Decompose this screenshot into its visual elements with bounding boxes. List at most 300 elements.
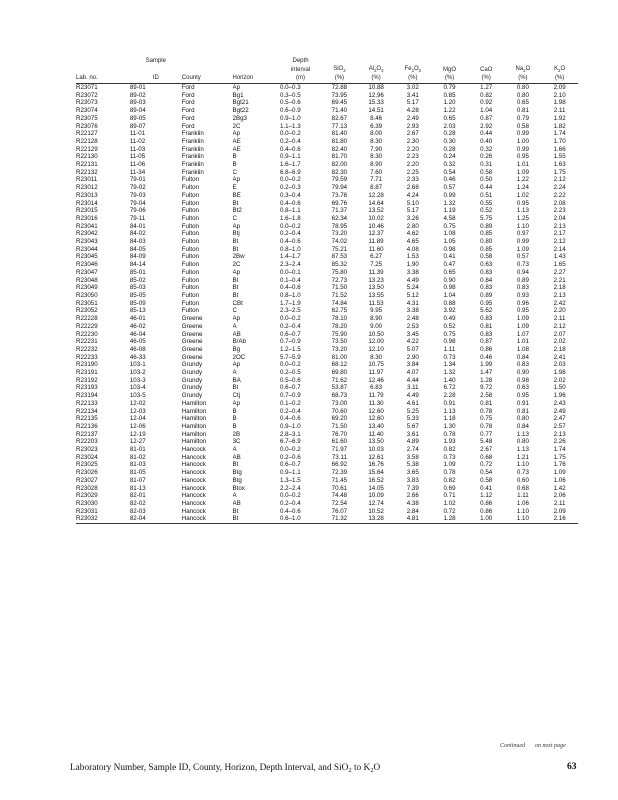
al2o3-cell: 12.61: [368, 453, 384, 461]
na2o-cell: 1.13: [516, 446, 529, 454]
horizon-cell: Ap: [232, 315, 241, 323]
fe2o3-cell: 2.33: [406, 176, 419, 184]
fe2o3-cell: 3.84: [406, 361, 419, 369]
cao-cell: 0.89: [480, 222, 493, 230]
table-row: [76, 346, 578, 354]
county-cell: Grundy: [181, 376, 203, 384]
horizon-cell: 2C: [232, 122, 241, 130]
table-row: [76, 115, 578, 123]
horizon-cell: B/Ab: [232, 338, 246, 346]
k2o-cell: 2.17: [553, 230, 566, 238]
county-cell: Greene: [181, 322, 203, 330]
fe2o3-cell: 3.83: [406, 476, 419, 484]
na2o-cell: 0.80: [516, 91, 529, 99]
sample-id-cell: 12-06: [129, 422, 146, 430]
k2o-cell: 2.42: [553, 299, 566, 307]
sio2-cell: 81.40: [331, 130, 348, 138]
horizon-cell: CBt: [232, 299, 243, 307]
cao-cell: 0.81: [480, 399, 493, 407]
na2o-cell: 1.00: [516, 137, 529, 145]
sample-id-cell: 12-03: [129, 407, 146, 415]
sio2-cell: 71.50: [331, 422, 348, 430]
al2o3-cell: 12.46: [368, 376, 384, 384]
table-row: [76, 477, 578, 485]
sio2-cell: 75.90: [331, 330, 348, 338]
na2o-cell: 0.81: [516, 107, 529, 115]
sio2-cell: 77.13: [331, 122, 348, 130]
sample-id-cell: 85-09: [129, 299, 146, 307]
fe2o3-cell: 5.38: [406, 461, 419, 469]
lab-no-cell: R23013: [76, 191, 98, 199]
depth-cell: 5.7–5.9: [280, 353, 301, 361]
sio2-cell: 82.67: [331, 114, 348, 122]
lab-no-cell: R22132: [76, 168, 98, 176]
cao-cell: 1.47: [480, 369, 493, 377]
na2o-cell: 1.10: [516, 507, 529, 515]
depth-cell: 0.5–0.6: [280, 99, 301, 107]
mgo-cell: 1.32: [443, 369, 456, 377]
table-row: [76, 130, 578, 138]
lab-no-cell: R23073: [76, 99, 98, 107]
depth-cell: 6.8–6.9: [280, 168, 301, 176]
fe2o3-cell: 5.17: [406, 207, 419, 215]
sample-id-cell: 11-01: [129, 130, 146, 138]
horizon-cell: AB: [232, 330, 241, 338]
mgo-cell: 0.91: [443, 399, 456, 407]
k2o-cell: 2.18: [553, 345, 566, 353]
sample-id-cell: 46-05: [129, 338, 146, 346]
table-row: [76, 200, 578, 208]
sio2-cell: 87.53: [331, 253, 348, 261]
cao-cell: 5.75: [480, 214, 493, 222]
county-cell: Fulton: [181, 245, 199, 253]
lab-no-cell: R23044: [76, 245, 98, 253]
sio2-cell: 72.73: [331, 276, 348, 284]
al2o3-cell: 12.28: [368, 191, 384, 199]
lab-no-cell: R23050: [76, 291, 98, 299]
mgo-cell: 1.34: [443, 361, 456, 369]
lab-no-cell: R23071: [76, 84, 98, 91]
lab-no-cell: R23075: [76, 114, 98, 122]
lab-no-cell: R23027: [76, 476, 98, 484]
k2o-cell: 2.07: [553, 330, 566, 338]
lab-no-cell: R22230: [76, 330, 98, 338]
mgo-cell: 0.75: [443, 222, 456, 230]
al2o3-cell: 11.39: [368, 268, 384, 276]
fe2o3-cell: 5.33: [406, 415, 419, 423]
county-cell: Ford: [181, 107, 195, 115]
sio2-cell: 79.59: [331, 176, 348, 184]
county-cell: Hamilton: [181, 407, 207, 415]
al2o3-cell: 10.09: [368, 492, 384, 500]
sio2-cell: 75.21: [331, 245, 348, 253]
cao-cell: 0.83: [480, 330, 493, 338]
table-row: [76, 454, 578, 462]
sio2-cell: 78.20: [331, 322, 348, 330]
k2o-cell: 1.65: [553, 261, 566, 269]
al2o3-cell: 13.52: [368, 207, 384, 215]
county-cell: Hancock: [182, 515, 233, 523]
sio2-cell: 71.40: [331, 107, 348, 115]
cao-cell: 0.84: [480, 276, 493, 284]
sample-id-cell: 79-11: [129, 214, 146, 222]
mgo-cell: 0.72: [443, 507, 456, 515]
fe2o3-cell: 2.67: [406, 130, 419, 138]
mgo-cell: 1.05: [443, 238, 456, 246]
na2o-cell: 0.83: [516, 284, 529, 292]
lab-no-cell: R23048: [76, 276, 98, 284]
sample-id-cell: 85-02: [129, 276, 146, 284]
soil-chemistry-table: [76, 58, 578, 524]
cao-cell: 0.86: [480, 345, 493, 353]
cao-cell: 2.58: [480, 392, 493, 400]
sample-id-cell: 89-03: [129, 99, 146, 107]
depth-cell: 0.2–0.3: [280, 184, 301, 192]
mgo-cell: 1.02: [443, 499, 456, 507]
table-row: [76, 99, 578, 107]
depth-cell: 0.0–0.2: [280, 446, 301, 454]
k2o-cell: 2.04: [553, 214, 566, 222]
lab-no-cell: R23031: [76, 507, 98, 515]
mgo-cell: 1.93: [443, 438, 456, 446]
sample-id-cell: 79-06: [129, 207, 146, 215]
header-row-mid: [76, 66, 578, 75]
fe2o3-cell: 2.80: [406, 222, 419, 230]
sio2-cell: 73.11: [331, 453, 347, 461]
horizon-cell: 2Bw: [232, 253, 245, 261]
cao-cell: 0.95: [480, 299, 493, 307]
al2o3-cell: 13.28: [358, 515, 395, 523]
fe2o3-cell: 2.93: [406, 122, 419, 130]
depth-cell: 0.4–0.6: [280, 284, 301, 292]
al2o3-cell: 11.53: [368, 299, 384, 307]
na2o-cell: 1.09: [516, 315, 529, 323]
county-cell: Hancock: [181, 469, 206, 477]
depth-cell: 0.4–0.6: [280, 145, 301, 153]
sio2-cell: 71.62: [331, 376, 348, 384]
al2o3-cell: 7.60: [370, 168, 383, 176]
mgo-cell: 0.82: [443, 446, 456, 454]
cao-cell: 0.58: [480, 476, 493, 484]
cao-cell: 9.72: [480, 384, 493, 392]
mgo-cell: 0.78: [443, 469, 456, 477]
k2o-cell: 1.75: [553, 168, 566, 176]
table-row: [76, 84, 578, 92]
county-cell: Hamilton: [181, 415, 207, 423]
al2o3-cell: 11.97: [368, 369, 384, 377]
lab-no-cell: R23191: [76, 369, 98, 377]
table-row: [76, 92, 578, 100]
lab-no-cell: R22128: [76, 137, 98, 145]
na2o-cell: 0.84: [516, 353, 529, 361]
lab-no-cell: R23023: [76, 446, 98, 454]
table-body: [76, 84, 578, 524]
lab-no-cell: R23192: [76, 376, 98, 384]
mgo-cell: 0.88: [443, 299, 456, 307]
depth-cell: 0.0–0.3: [280, 84, 301, 91]
na2o-cell: 1.22: [516, 176, 529, 184]
cao-cell: 0.83: [480, 268, 493, 276]
horizon-cell: A: [232, 446, 237, 454]
county-cell: Fulton: [181, 199, 199, 207]
k2o-cell: 2.14: [553, 245, 566, 253]
k2o-cell: 2.20: [553, 307, 566, 315]
county-cell: Ford: [181, 114, 195, 122]
depth-cell: 0.9–1.1: [280, 469, 301, 477]
k2o-cell: 2.11: [553, 107, 566, 115]
sample-id-cell: 82-04: [128, 515, 182, 523]
na2o-cell: 0.73: [516, 261, 529, 269]
sample-id-cell: 81-03: [129, 461, 146, 469]
cao-cell: 5.62: [480, 307, 493, 315]
mgo-cell: 2.28: [443, 392, 456, 400]
horizon-cell: Bt: [232, 245, 239, 253]
cao-cell: 1.27: [480, 84, 493, 91]
table-row: [76, 431, 578, 439]
na2o-cell: 1.10: [516, 461, 529, 469]
depth-cell: 1.3–1.5: [280, 476, 301, 484]
na2o-cell: 0.90: [516, 369, 529, 377]
fe2o3-cell: 1.90: [406, 261, 419, 269]
al2o3-cell: 10.03: [368, 446, 384, 454]
na2o-cell: 0.99: [516, 130, 529, 138]
mgo-cell: 0.98: [443, 284, 456, 292]
table-row: [76, 277, 578, 285]
mgo-cell: 0.52: [443, 322, 456, 330]
horizon-cell: B: [232, 415, 237, 423]
na2o-cell: 0.97: [516, 230, 529, 238]
al2o3-cell: 13.50: [368, 438, 384, 446]
horizon-cell: Bt: [233, 515, 281, 523]
k2o-cell: 2.11: [553, 499, 566, 507]
na2o-cell: 0.95: [516, 392, 529, 400]
lab-no-cell: R22233: [76, 353, 98, 361]
sio2-cell: 71.32: [321, 515, 358, 523]
sample-id-cell: 46-08: [129, 345, 146, 353]
header-unit: (%): [541, 75, 578, 84]
county-cell: Ford: [181, 99, 195, 107]
al2o3-cell: 14.51: [368, 107, 384, 115]
county-cell: Hancock: [181, 484, 206, 492]
al2o3-cell: 12.60: [368, 407, 384, 415]
lab-no-cell: R23051: [76, 299, 98, 307]
county-cell: Fulton: [181, 284, 199, 292]
depth-cell: 2.2–2.4: [280, 484, 301, 492]
fe2o3-cell: 4.07: [406, 369, 419, 377]
depth-cell: 2.3–2.4: [280, 261, 301, 269]
depth-cell: 0.4–0.6: [280, 199, 301, 207]
mgo-cell: 0.28: [443, 130, 456, 138]
table-row: [76, 485, 578, 493]
na2o-cell: 0.83: [516, 361, 529, 369]
fe2o3-cell: 2.66: [406, 492, 419, 500]
county-cell: Grundy: [181, 369, 203, 377]
cao-cell: 0.85: [480, 230, 493, 238]
sio2-cell: 69.76: [331, 199, 348, 207]
depth-cell: 0.7–0.9: [280, 392, 301, 400]
lab-no-cell: R22229: [76, 322, 98, 330]
horizon-cell: Ap: [232, 268, 241, 276]
table-row: [76, 169, 578, 177]
mgo-cell: 3.92: [443, 307, 456, 315]
fe2o3-cell: 2.23: [406, 153, 419, 161]
sample-id-cell: 84-02: [129, 230, 146, 238]
lab-no-cell: R23030: [76, 499, 98, 507]
lab-no-cell: R22136: [76, 422, 98, 430]
cao-cell: 0.31: [480, 161, 493, 169]
cao-cell: 2.92: [480, 122, 493, 130]
table-row: [76, 400, 578, 408]
mgo-cell: 0.49: [443, 315, 456, 323]
al2o3-cell: 6.83: [370, 384, 383, 392]
fe2o3-cell: 2.20: [406, 145, 419, 153]
fe2o3-cell: 1.53: [406, 253, 419, 261]
lab-no-cell: R23024: [76, 453, 98, 461]
k2o-cell: 2.06: [553, 492, 566, 500]
k2o-cell: 2.02: [553, 338, 566, 346]
sio2-cell: 73.78: [331, 191, 348, 199]
sample-id-cell: 46-33: [129, 353, 146, 361]
lab-no-cell: R23194: [76, 392, 98, 400]
k2o-cell: 1.06: [553, 476, 566, 484]
na2o-cell: 0.81: [516, 407, 529, 415]
mgo-cell: 0.73: [443, 453, 456, 461]
fe2o3-cell: 2.25: [406, 168, 419, 176]
horizon-cell: Bt: [232, 507, 239, 515]
sample-id-cell: 11-02: [129, 137, 146, 145]
county-cell: Greene: [181, 330, 203, 338]
county-cell: Fulton: [181, 291, 199, 299]
sio2-cell: 73.50: [331, 338, 348, 346]
na2o-cell: 0.95: [516, 307, 529, 315]
fe2o3-cell: 4.65: [406, 238, 419, 246]
county-cell: Greene: [181, 338, 203, 346]
al2o3-cell: 10.52: [368, 507, 384, 515]
depth-cell: 1.2–1.5: [280, 345, 301, 353]
cao-cell: 0.80: [480, 238, 493, 246]
cao-cell: 0.72: [480, 461, 493, 469]
table-row: [76, 253, 578, 261]
lab-no-cell: R23028: [76, 484, 98, 492]
sio2-cell: 62.75: [331, 307, 348, 315]
na2o-cell: 0.91: [516, 399, 529, 407]
cao-cell: 0.32: [480, 145, 493, 153]
al2o3-cell: 8.30: [370, 137, 383, 145]
header-unit: (%): [431, 75, 468, 84]
horizon-cell: Bt: [232, 276, 239, 284]
county-cell: Grundy: [181, 361, 203, 369]
lab-no-cell: R22231: [76, 338, 98, 346]
header-k2o: $K_2O$: [554, 66, 566, 73]
county-cell: Greene: [181, 353, 203, 361]
al2o3-cell: 12.37: [368, 230, 384, 238]
sio2-cell: 81.80: [331, 137, 348, 145]
horizon-cell: Bt: [232, 284, 239, 292]
county-cell: Hamilton: [181, 438, 207, 446]
table-row: [76, 192, 578, 200]
depth-cell: 0.1–0.4: [280, 276, 301, 284]
table-row: [76, 408, 578, 416]
fe2o3-cell: 3.65: [406, 469, 419, 477]
mgo-cell: 0.46: [443, 176, 456, 184]
cao-cell: 1.99: [480, 361, 493, 369]
k2o-cell: 1.66: [553, 145, 566, 153]
county-cell: Fulton: [181, 176, 199, 184]
depth-cell: 0.9–1.1: [280, 153, 301, 161]
table-row: [76, 323, 578, 331]
al2o3-cell: 9.00: [370, 322, 383, 330]
sio2-cell: 82.00: [331, 161, 348, 169]
county-cell: Franklin: [181, 168, 204, 176]
k2o-cell: 1.74: [553, 446, 566, 454]
fe2o3-cell: 5.10: [406, 199, 419, 207]
sample-id-cell: 81-01: [129, 446, 146, 454]
horizon-cell: Bt: [232, 238, 239, 246]
fe2o3-cell: 7.39: [406, 484, 419, 492]
sample-id-cell: 46-01: [129, 315, 146, 323]
sample-id-cell: 89-02: [129, 91, 146, 99]
al2o3-cell: 14.64: [368, 199, 384, 207]
fe2o3-cell: 4.22: [406, 338, 419, 346]
table-row: [76, 215, 578, 223]
mgo-cell: 0.98: [443, 338, 456, 346]
cao-cell: 2.67: [480, 446, 493, 454]
k2o-cell: 2.47: [553, 415, 566, 423]
horizon-cell: AB: [232, 499, 241, 507]
table-row: [76, 515, 578, 523]
county-cell: Hancock: [181, 507, 206, 515]
na2o-cell: 1.11: [517, 492, 529, 500]
cao-cell: 0.92: [480, 99, 493, 107]
lab-no-cell: R23042: [76, 230, 98, 238]
al2o3-cell: 13.40: [368, 422, 384, 430]
al2o3-cell: 10.02: [368, 214, 384, 222]
mgo-cell: 0.32: [443, 161, 456, 169]
table-row: [76, 331, 578, 339]
k2o-cell: 2.08: [553, 199, 566, 207]
k2o-cell: 2.12: [553, 238, 566, 246]
county-cell: Grundy: [181, 392, 203, 400]
al2o3-cell: 7.25: [370, 261, 383, 269]
depth-cell: 1.1–1.3: [280, 122, 301, 130]
county-cell: Fulton: [181, 214, 199, 222]
county-cell: Fulton: [181, 184, 199, 192]
na2o-cell: 0.65: [516, 99, 529, 107]
county-cell: Fulton: [181, 299, 199, 307]
mgo-cell: 1.19: [443, 207, 456, 215]
sample-id-cell: 12-04: [129, 415, 146, 423]
mgo-cell: 0.99: [443, 191, 456, 199]
lab-no-cell: R23011: [76, 176, 98, 184]
fe2o3-cell: 4.08: [406, 245, 419, 253]
lab-no-cell: R23016: [76, 214, 98, 222]
fe2o3-cell: 5.25: [406, 407, 419, 415]
sio2-cell: 73.00: [331, 399, 348, 407]
cao-cell: 1.12: [480, 492, 493, 500]
cao-cell: 0.83: [480, 315, 493, 323]
fe2o3-cell: 3.45: [406, 330, 419, 338]
table-row: [76, 492, 578, 500]
lab-no-cell: R23049: [76, 284, 98, 292]
sio2-cell: 71.45: [331, 476, 348, 484]
county-cell: Hamilton: [181, 399, 207, 407]
mgo-cell: 0.54: [443, 168, 456, 176]
depth-cell: 0.2–0.5: [280, 369, 301, 377]
mgo-cell: 0.85: [443, 91, 456, 99]
horizon-cell: Bt: [232, 384, 239, 392]
lab-no-cell: R22130: [76, 153, 98, 161]
horizon-cell: Bt2: [232, 207, 242, 215]
